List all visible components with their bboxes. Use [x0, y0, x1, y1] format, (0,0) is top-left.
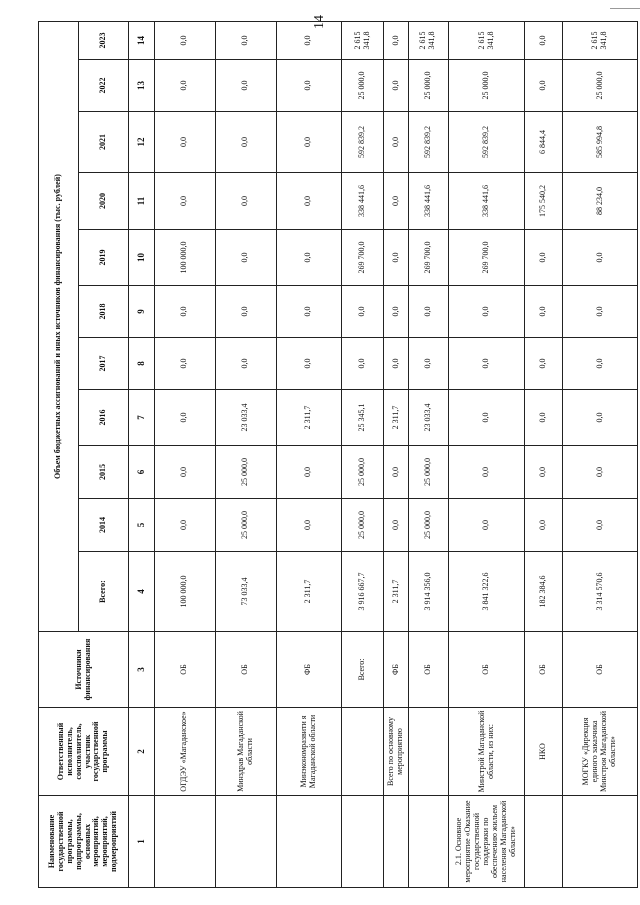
value-cell: 3 914 356,0	[408, 552, 448, 632]
value-cell: 0,0	[276, 60, 342, 112]
row-name-cell	[215, 796, 276, 888]
value-cell: 25 000,0	[342, 499, 384, 552]
value-cell: 0,0	[154, 21, 215, 59]
row-source-cell: ФБ	[384, 632, 408, 708]
table-row	[408, 21, 448, 887]
value-cell: 23 033,4	[215, 390, 276, 446]
value-cell: 100 000,0	[154, 552, 215, 632]
value-cell: 592 839,2	[448, 112, 525, 173]
row-name-cell: 2.1. Основное мероприятие «Оказание государственной поддержки по обеспечению жильем населения Магаданской области»	[448, 796, 525, 888]
header-source: Источники финансирования	[39, 632, 129, 708]
value-cell: 25 000,0	[562, 60, 637, 112]
value-cell: 2 311,7	[384, 552, 408, 632]
table-row	[562, 21, 637, 887]
value-cell: 2 615 341,8	[342, 21, 384, 59]
value-cell: 3 916 667,7	[342, 552, 384, 632]
header-name: Наименование государственной программы, подпрограммы, основных мероприятий, мероприятий, подмероприятий	[39, 796, 129, 888]
value-cell: 0,0	[276, 286, 342, 338]
index-cell: 5	[129, 499, 155, 552]
value-cell: 0,0	[525, 499, 562, 552]
value-cell: 269 700,0	[408, 230, 448, 286]
value-cell: 0,0	[384, 21, 408, 59]
value-cell: 73 033,4	[215, 552, 276, 632]
index-cell: 8	[129, 338, 155, 390]
value-cell: 0,0	[342, 286, 384, 338]
value-cell: 0,0	[154, 446, 215, 499]
value-cell: 592 839,2	[408, 112, 448, 173]
table-row	[276, 21, 342, 887]
value-cell: 338 441,6	[342, 173, 384, 230]
header-total: Всего:	[79, 552, 129, 632]
value-cell: 2 311,7	[276, 552, 342, 632]
value-cell: 100 000,0	[154, 230, 215, 286]
value-cell: 0,0	[384, 286, 408, 338]
value-cell: 0,0	[276, 173, 342, 230]
row-executor-cell: Минздрав Магаданской области	[215, 708, 276, 796]
value-cell: 0,0	[215, 21, 276, 59]
value-cell: 0,0	[215, 338, 276, 390]
value-cell: 0,0	[448, 338, 525, 390]
row-name-cell	[525, 796, 562, 888]
row-executor-cell: НКО	[525, 708, 562, 796]
value-cell: 0,0	[276, 446, 342, 499]
table-row	[154, 21, 215, 887]
value-cell: 2 311,7	[276, 390, 342, 446]
header-year: 2022	[79, 60, 129, 112]
value-cell: 585 994,8	[562, 112, 637, 173]
row-name-cell	[154, 796, 215, 888]
row-source-cell: ОБ	[154, 632, 215, 708]
row-executor-cell: МОГКУ «Дирекция единого заказчика Минстроя Магаданской области»	[562, 708, 637, 796]
value-cell: 0,0	[154, 60, 215, 112]
financing-table-rotated	[38, 22, 638, 888]
value-cell: 269 700,0	[342, 230, 384, 286]
row-name-cell	[408, 796, 448, 888]
value-cell: 2 615 341,8	[562, 21, 637, 59]
value-cell: 0,0	[448, 390, 525, 446]
row-source-cell: ОБ	[408, 632, 448, 708]
row-source-cell: ФБ	[276, 632, 342, 708]
value-cell: 0,0	[154, 499, 215, 552]
value-cell: 25 000,0	[408, 446, 448, 499]
row-source-cell: ОБ	[448, 632, 525, 708]
index-cell: 1	[129, 796, 155, 888]
value-cell: 2 615 341,8	[408, 21, 448, 59]
index-cell: 12	[129, 112, 155, 173]
value-cell: 25 000,0	[408, 60, 448, 112]
value-cell: 2 615 341,8	[448, 21, 525, 59]
row-source-cell: ОБ	[215, 632, 276, 708]
value-cell: 0,0	[448, 286, 525, 338]
value-cell: 0,0	[408, 338, 448, 390]
value-cell: 338 441,6	[408, 173, 448, 230]
value-cell: 25 000,0	[215, 499, 276, 552]
value-cell: 0,0	[276, 112, 342, 173]
header-year: 2023	[79, 21, 129, 59]
value-cell: 182 384,6	[525, 552, 562, 632]
index-cell: 10	[129, 230, 155, 286]
value-cell: 0,0	[154, 173, 215, 230]
row-name-cell	[276, 796, 342, 888]
value-cell: 0,0	[384, 60, 408, 112]
scan-mark	[610, 8, 640, 9]
header-year: 2020	[79, 173, 129, 230]
value-cell: 0,0	[384, 230, 408, 286]
value-cell: 0,0	[525, 21, 562, 59]
header-executor: Ответственный исполнитель, соисполнитель, участник государственной программы	[39, 708, 129, 796]
table-row	[448, 21, 525, 887]
value-cell: 0,0	[448, 499, 525, 552]
value-cell: 0,0	[525, 286, 562, 338]
value-cell: 0,0	[215, 173, 276, 230]
index-cell: 11	[129, 173, 155, 230]
table-body	[129, 21, 638, 887]
index-cell: 2	[129, 708, 155, 796]
value-cell: 0,0	[384, 338, 408, 390]
value-cell: 25 345,1	[342, 390, 384, 446]
header-year: 2021	[79, 112, 129, 173]
value-cell: 6 844,4	[525, 112, 562, 173]
value-cell: 0,0	[448, 446, 525, 499]
value-cell: 0,0	[154, 390, 215, 446]
table-row	[215, 21, 276, 887]
value-cell: 0,0	[384, 499, 408, 552]
value-cell: 0,0	[215, 230, 276, 286]
value-cell: 0,0	[562, 390, 637, 446]
table-row	[384, 21, 408, 887]
value-cell: 0,0	[525, 230, 562, 286]
value-cell: 0,0	[215, 60, 276, 112]
row-executor-cell: ОГДЭУ «Магаданское»	[154, 708, 215, 796]
value-cell: 592 839,2	[342, 112, 384, 173]
row-source-cell: Всего:	[342, 632, 384, 708]
value-cell: 0,0	[276, 338, 342, 390]
value-cell: 0,0	[384, 173, 408, 230]
value-cell: 3 314 570,6	[562, 552, 637, 632]
index-cell: 4	[129, 552, 155, 632]
value-cell: 0,0	[154, 286, 215, 338]
index-cell: 7	[129, 390, 155, 446]
header-year: 2019	[79, 230, 129, 286]
value-cell: 88 234,0	[562, 173, 637, 230]
page-number: 14	[312, 15, 327, 29]
value-cell: 0,0	[562, 499, 637, 552]
value-cell: 3 841 322,6	[448, 552, 525, 632]
header-year: 2015	[79, 446, 129, 499]
index-cell: 6	[129, 446, 155, 499]
value-cell: 25 000,0	[342, 446, 384, 499]
value-cell: 0,0	[384, 112, 408, 173]
value-cell: 0,0	[525, 60, 562, 112]
value-cell: 2 311,7	[384, 390, 408, 446]
header-year: 2018	[79, 286, 129, 338]
value-cell: 0,0	[276, 230, 342, 286]
row-executor-cell	[342, 708, 384, 796]
header-volume: Объем бюджетных ассигнований и иных источников финансирования (тыс. рублей)	[39, 21, 79, 631]
financing-table	[38, 21, 638, 888]
value-cell: 25 000,0	[448, 60, 525, 112]
value-cell: 0,0	[154, 338, 215, 390]
value-cell: 0,0	[562, 230, 637, 286]
row-executor-cell	[408, 708, 448, 796]
row-executor-cell: Всего по основному мероприятию	[384, 708, 408, 796]
row-name-cell	[562, 796, 637, 888]
index-cell: 3	[129, 632, 155, 708]
index-cell: 13	[129, 60, 155, 112]
value-cell: 0,0	[276, 21, 342, 59]
row-executor-cell: Минстрой Магаданской области, из них:	[448, 708, 525, 796]
index-row	[129, 21, 155, 887]
value-cell: 0,0	[525, 446, 562, 499]
value-cell: 0,0	[154, 112, 215, 173]
index-cell: 9	[129, 286, 155, 338]
value-cell: 0,0	[215, 286, 276, 338]
value-cell: 0,0	[408, 286, 448, 338]
value-cell: 25 000,0	[215, 446, 276, 499]
value-cell: 0,0	[384, 446, 408, 499]
value-cell: 25 000,0	[408, 499, 448, 552]
value-cell: 0,0	[342, 338, 384, 390]
value-cell: 0,0	[562, 338, 637, 390]
index-cell: 14	[129, 21, 155, 59]
header-year: 2014	[79, 499, 129, 552]
value-cell: 0,0	[525, 338, 562, 390]
value-cell: 0,0	[276, 499, 342, 552]
value-cell: 0,0	[525, 390, 562, 446]
header-year: 2017	[79, 338, 129, 390]
row-name-cell	[342, 796, 384, 888]
value-cell: 338 441,6	[448, 173, 525, 230]
value-cell: 0,0	[562, 446, 637, 499]
value-cell: 0,0	[215, 112, 276, 173]
table-row	[342, 21, 384, 887]
row-executor-cell: Минэкономразвити я Магаданской области	[276, 708, 342, 796]
value-cell: 0,0	[562, 286, 637, 338]
value-cell: 25 000,0	[342, 60, 384, 112]
value-cell: 23 033,4	[408, 390, 448, 446]
header-year: 2016	[79, 390, 129, 446]
row-source-cell: ОБ	[562, 632, 637, 708]
table-row	[525, 21, 562, 887]
row-name-cell	[384, 796, 408, 888]
value-cell: 269 700,0	[448, 230, 525, 286]
row-source-cell: ОБ	[525, 632, 562, 708]
value-cell: 175 540,2	[525, 173, 562, 230]
